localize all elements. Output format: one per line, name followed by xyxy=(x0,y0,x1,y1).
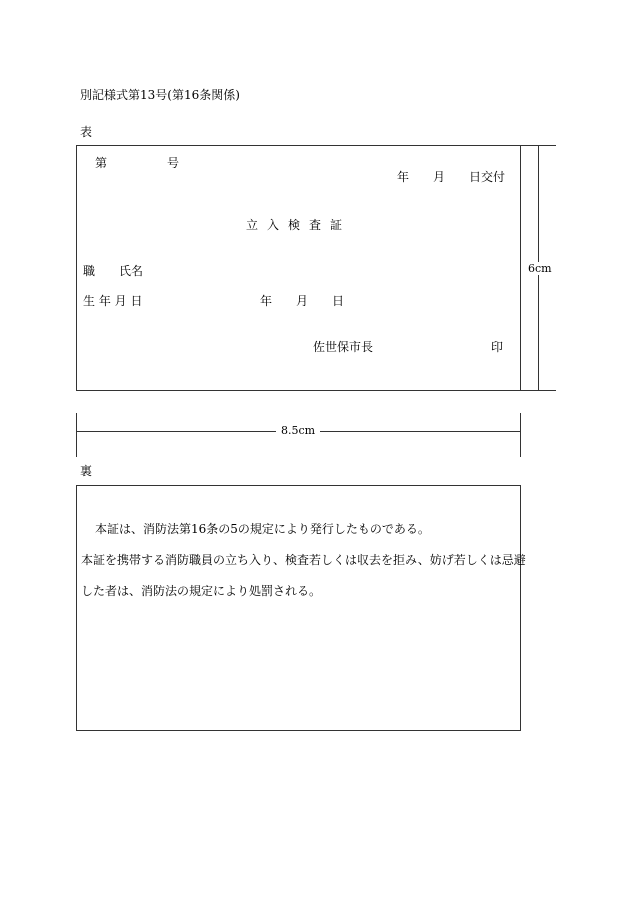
number-suffix: 号 xyxy=(167,156,180,170)
certificate-back xyxy=(76,485,526,731)
back-text-line-1: 本証は、消防法第16条の5の規定により発行したものである。 xyxy=(95,522,430,536)
form-title: 別記様式第13号(第16条関係) xyxy=(80,88,240,102)
back-text-line-3: した者は、消防法の規定により処罰される。 xyxy=(81,584,322,598)
back-text-block xyxy=(81,514,526,607)
height-dimension-label: 6cm xyxy=(524,262,556,275)
title-name-label: 職 氏名 xyxy=(83,264,144,278)
seal-mark: 印 xyxy=(491,340,504,354)
width-dimension-left-tick xyxy=(76,413,77,457)
height-dimension-top-tick xyxy=(520,145,556,146)
height-dimension-bottom-tick xyxy=(520,390,556,391)
birth-date-value: 年 月 日 xyxy=(260,294,345,308)
certificate-front xyxy=(76,145,521,391)
card-title: 立入検査証 xyxy=(246,218,352,232)
issue-date: 年 月 日交付 xyxy=(397,170,506,184)
back-label: 裏 xyxy=(80,464,93,478)
width-dimension-right-tick xyxy=(520,413,521,457)
issuer-name: 佐世保市長 xyxy=(313,340,374,354)
width-dimension-label: 8.5cm xyxy=(276,424,320,437)
birth-date-label: 生 年 月 日 xyxy=(83,294,143,308)
number-prefix: 第 xyxy=(95,156,108,170)
back-text-line-2: 本証を携帯する消防職員の立ち入り、検査若しくは収去を拒み、妨げ若しくは忌避 xyxy=(81,553,526,567)
front-label: 表 xyxy=(80,125,93,139)
